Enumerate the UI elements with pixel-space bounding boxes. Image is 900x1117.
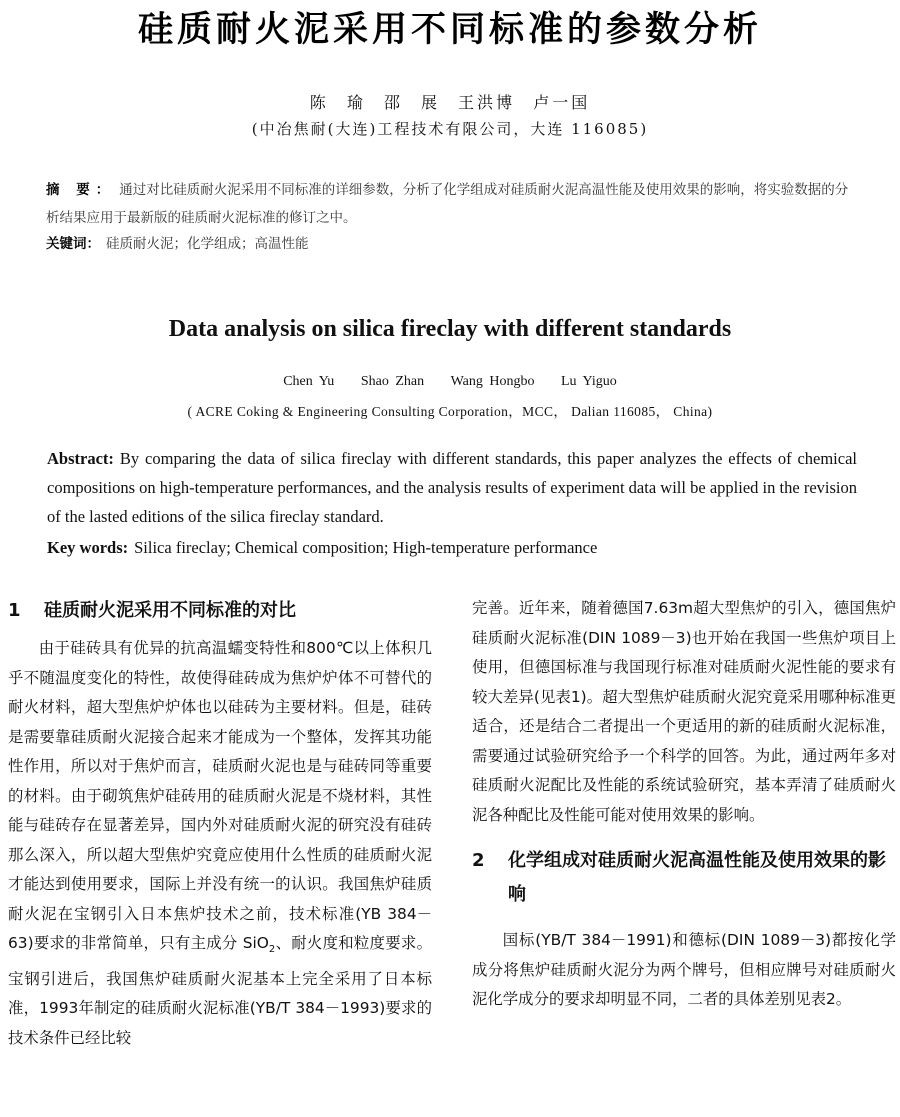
abstract-en-text: By comparing the data of silica fireclay with different standards, this paper analyzes the effects of chemical compositions on high-temperature performances, and the analysis results of experiment data will be applied in the revision of the lasted editions of the silica fireclay standard. xyxy=(47,449,857,526)
section-2-heading xyxy=(472,844,896,912)
abstract-en-label: Abstract: xyxy=(47,449,114,468)
author-en: Wang Hongbo xyxy=(450,374,535,389)
keywords-cn-label: 关键词： xyxy=(46,236,100,252)
paper-title-cn: 硅质耐火泥采用不同标准的参数分析 xyxy=(137,10,762,50)
author-en: Lu Yiguo xyxy=(561,374,617,389)
abstract-cn-text: 通过对比硅质耐火泥采用不同标准的详细参数，分析了化学组成对硅质耐火泥高温性能及使用效果的影响，将实验数据的分析结果应用于最新版的硅质耐火泥标准的修订之中。 xyxy=(46,182,849,226)
body-column-right xyxy=(472,594,896,1015)
section-1-paragraph-continued: 完善。近年来，随着德国7.63m超大型焦炉的引入，德国焦炉硅质耐火泥标准(DIN 1089－3)也开始在我国一些焦炉项目上使用，但德国标准与我国现行标准对硅质耐火泥性能的要求有较大差异(见表1)。超大型焦炉硅质耐火泥究竟采用哪种标准更适合，还是结合二者提出一个更适用的新的硅质耐火泥标准，需要通过试验研究给予一个科学的回答。为此，通过两年多对硅质耐火泥配比及性能的系统试验研究，基本弄清了硅质耐火泥各种配比及性能可能对使用效果的影响。 xyxy=(472,599,896,824)
author-en: Shao Zhan xyxy=(360,374,425,389)
affiliation-cn: (中冶焦耐(大连)工程技术有限公司，大连 116085) xyxy=(251,120,649,138)
paper-title-en: Data analysis on silica fireclay with different standards xyxy=(168,316,732,342)
author-list-en xyxy=(0,374,900,390)
keywords-cn-text: 硅质耐火泥；化学组成；高温性能 xyxy=(106,236,309,252)
section-title: 化学组成对硅质耐火泥高温性能及使用效果的影响 xyxy=(508,850,886,905)
abstract-cn xyxy=(46,176,861,232)
abstract-cn-label: 摘 要： xyxy=(46,182,116,198)
author-en: Chen Yu xyxy=(283,374,335,389)
keywords-en xyxy=(47,533,857,562)
section-title: 硅质耐火泥采用不同标准的对比 xyxy=(44,600,296,621)
paragraph-text: 由于硅砖具有优异的抗高温蠕变特性和800℃以上体积几乎不随温度变化的特性，故使得硅砖成为焦炉炉体不可替代的耐火材料，超大型焦炉炉体也以硅砖为主要材料。但是，硅砖是需要靠硅质耐火泥接合起来才能成为一个整体，发挥其功能性作用，所以对于焦炉而言，硅质耐火泥也是与硅砖同等重要的材料。由于砌筑焦炉硅砖用的硅质耐火泥是不烧材料，其性能与硅砖存在显著差异，国内外对硅质耐火泥的研究没有硅砖那么深入，所以超大型焦炉究竟应使用什么性质的硅质耐火泥才能达到使用要求，国际上并没有统一的认识。我国焦炉硅质耐火泥在宝钢引入日本焦炉技术之前，技术标准(YB 384－63)要求的非常简单，只有主成分 SiO xyxy=(8,639,432,952)
section-number: 2 xyxy=(472,850,485,871)
author-list-cn: 陈 瑜 邵 展 王洪博 卢一国 xyxy=(309,93,591,112)
keywords-cn xyxy=(46,230,861,258)
affiliation-en: ( ACRE Coking & Engineering Consulting Corporation，MCC， Dalian 116085， China) xyxy=(187,404,713,419)
keywords-en-label: Key words: xyxy=(47,538,129,557)
abstract-en xyxy=(47,444,857,531)
section-1-heading xyxy=(8,594,432,628)
subscript: 2 xyxy=(268,944,276,956)
section-2-paragraph-1: 国标(YB/T 384－1991)和德标(DIN 1089－3)都按化学成分将焦炉硅质耐火泥分为两个牌号，但相应牌号对硅质耐火泥化学成分的要求却明显不同，二者的具体差别见表2。 xyxy=(472,931,896,1008)
keywords-en-text: Silica fireclay; Chemical composition; High-temperature performance xyxy=(134,538,598,557)
section-1-paragraph-1 xyxy=(8,634,432,1053)
paragraph-text: 、耐火度和粒度要求。宝钢引进后，我国焦炉硅质耐火泥基本上完全采用了日本标准，1993年制定的硅质耐火泥标准(YB/T 384－1993)要求的技术条件已经比较 xyxy=(8,934,432,1047)
body-column-left xyxy=(8,594,432,1053)
section-number: 1 xyxy=(8,600,21,621)
